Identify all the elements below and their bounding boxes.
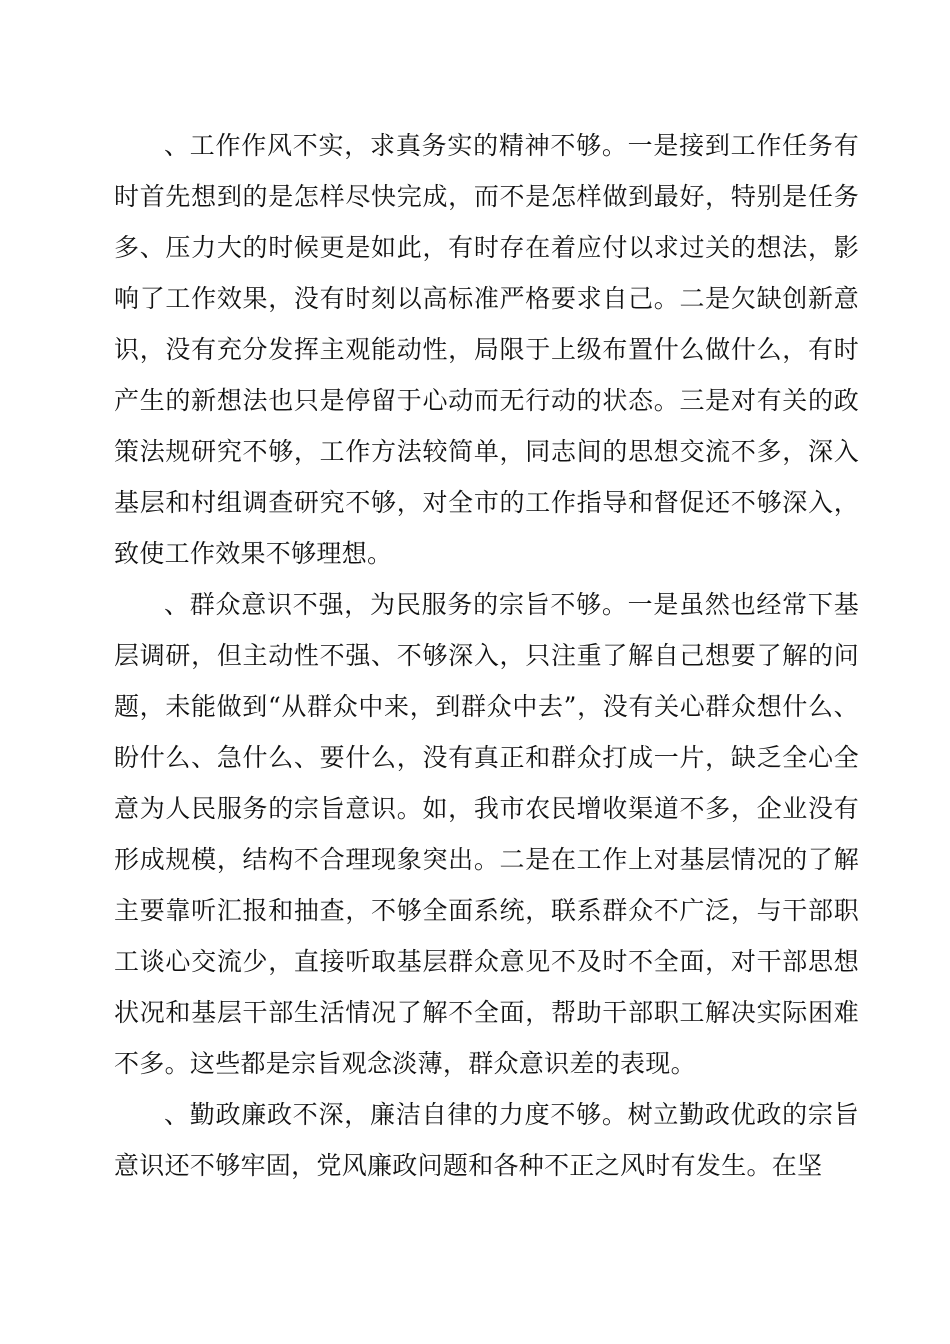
paragraph-integrity: 、勤政廉政不深，廉洁自律的力度不够。树立勤政优政的宗旨意识还不够牢固，党风廉政问题和各种不正之风时有发生。在坚 <box>114 1100 859 1180</box>
paragraph-mass-awareness: 、群众意识不强，为民服务的宗旨不够。一是虽然也经常下基层调研，但主动性不强、不够深入，只注重了解自己想要了解的问题，未能做到“从群众中来，到群众中去”，没有关心群众想什么、盼什么、急什么、要什么，没有真正和群众打成一片，缺乏全心全意为人民服务的宗旨意识。如，我市农民增收渠道不多，企业没有形成规模，结构不合理现象突出。二是在工作上对基层情况的了解主要靠听汇报和抽查，不够全面系统，联系群众不广泛，与干部职工谈心交流少，直接听取基层群众意见不及时不全面，对干部思想状况和基层干部生活情况了解不全面，帮助干部职工解决实际困难不多。这些都是宗旨观念淡薄，群众意识差的表现。 <box>114 590 859 1078</box>
document-body <box>114 120 859 1191</box>
paragraph-work-style: 、工作作风不实，求真务实的精神不够。一是接到工作任务有时首先想到的是怎样尽快完成，而不是怎样做到最好，特别是任务多、压力大的时候更是如此，有时存在着应付以求过关的想法，影响了工作效果，没有时刻以高标准严格要求自己。二是欠缺创新意识，没有充分发挥主观能动性，局限于上级布置什么做什么，有时产生的新想法也只是停留于心动而无行动的状态。三是对有关的政策法规研究不够，工作方法较简单，同志间的思想交流不多，深入基层和村组调查研究不够，对全市的工作指导和督促还不够深入，致使工作效果不够理想。 <box>114 131 859 568</box>
